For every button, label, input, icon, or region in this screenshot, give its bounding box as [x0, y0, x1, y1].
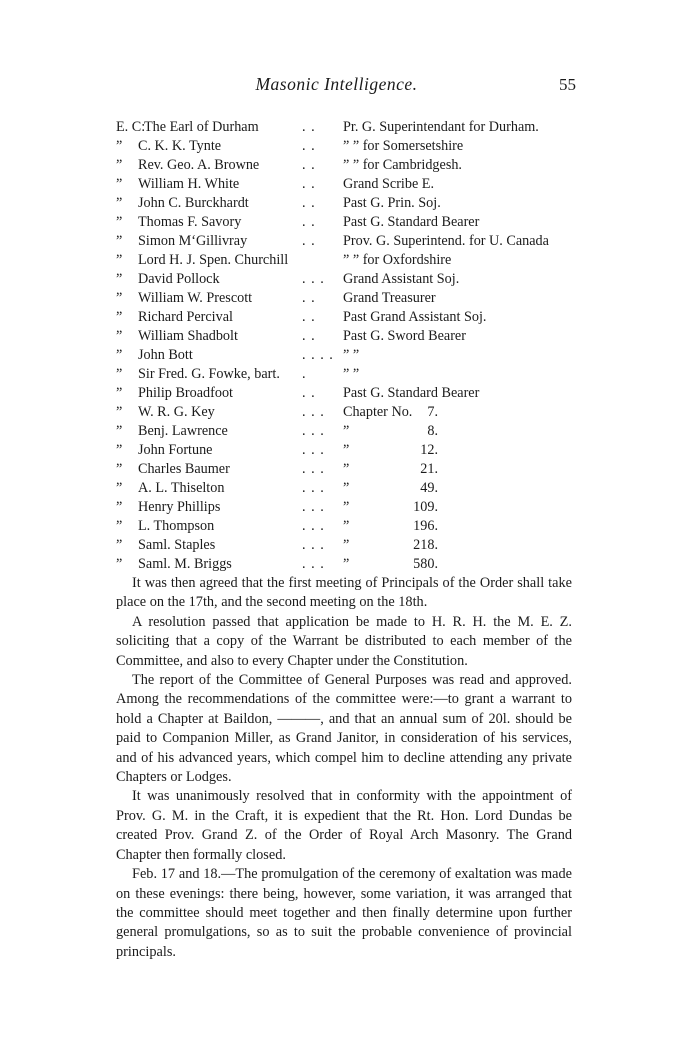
office-title: Past G. Standard Bearer — [343, 214, 480, 230]
office-title: ” ” — [343, 347, 360, 363]
member-name: Richard Percival — [138, 309, 233, 325]
office-title: ” — [343, 556, 350, 572]
list-item — [116, 460, 586, 479]
member-name: Simon M‘Gillivray — [138, 233, 248, 249]
list-item — [116, 156, 586, 175]
chapter-number: 196. — [413, 518, 438, 534]
member-name: Thomas F. Savory — [138, 214, 242, 230]
member-name: Saml. M. Briggs — [138, 556, 232, 572]
list-item — [116, 441, 586, 460]
office-title: ” ” for Somersetshire — [343, 138, 464, 154]
leader-dots: . . . — [302, 404, 325, 420]
list-item — [116, 479, 586, 498]
list-item — [116, 555, 586, 574]
list-item — [116, 327, 586, 346]
leader-dots: . . — [302, 119, 316, 135]
chapter-number: 580. — [413, 556, 438, 572]
chapter-number: 49. — [420, 480, 438, 496]
chapter-number: 21. — [420, 461, 438, 477]
member-name: Philip Broadfoot — [138, 385, 233, 401]
office-title: Past Grand Assistant Soj. — [343, 309, 487, 325]
member-name: Benj. Lawrence — [138, 423, 228, 439]
list-item — [116, 536, 586, 555]
list-prefix: ” — [116, 252, 123, 268]
member-name: William H. White — [138, 176, 240, 192]
list-prefix: ” — [116, 423, 123, 439]
list-item — [116, 308, 586, 327]
leader-dots: . . . — [302, 480, 325, 496]
leader-dots: . . — [302, 385, 316, 401]
office-title: Grand Scribe E. — [343, 176, 435, 192]
list-prefix: ” — [116, 328, 123, 344]
paragraph: It was unanimously resolved that in conformity with the appointment of Prov. G. M. in the Craft, it is expedient that the Rt. Hon. Lord Dundas be created Prov. Grand Z. of the Order of Royal Arch Masonry. The Grand Chapter then formally closed. — [116, 788, 572, 863]
page-header — [0, 74, 673, 96]
list-prefix: ” — [116, 518, 123, 534]
page-number: 55 — [559, 75, 576, 94]
office-title: Grand Treasurer — [343, 290, 436, 306]
list-item — [116, 365, 586, 384]
office-title: Past G. Sword Bearer — [343, 328, 466, 344]
list-item — [116, 213, 586, 232]
list-prefix: ” — [116, 347, 123, 363]
office-title: Chapter No. — [343, 404, 413, 420]
member-name: John Bott — [138, 347, 193, 363]
list-item — [116, 137, 586, 156]
leader-dots: . . — [302, 157, 316, 173]
paragraph: Feb. 17 and 18.—The promulgation of the ceremony of exaltation was made on these evenings: there being, however, some variation, it was arranged that the committee should meet together and then finally determine upon further general promulgations, so as to suit the probable convenience of provincial principals. — [116, 866, 572, 960]
leader-dots: . . — [302, 214, 316, 230]
list-item — [116, 422, 586, 441]
member-name: William Shadbolt — [138, 328, 238, 344]
office-title: ” — [343, 423, 350, 439]
list-prefix: ” — [116, 157, 123, 173]
member-name: Saml. Staples — [138, 537, 216, 553]
office-title: Prov. G. Superintend. for U. Canada — [343, 233, 549, 249]
leader-dots: . . — [302, 309, 316, 325]
list-prefix: ” — [116, 366, 123, 382]
office-title: Past G. Standard Bearer — [343, 385, 480, 401]
office-title: ” — [343, 537, 350, 553]
office-title: Pr. G. Superintendant for Durham. — [343, 119, 539, 135]
chapter-number: 109. — [413, 499, 438, 515]
chapter-number: 7. — [427, 404, 438, 420]
leader-dots: . . . — [302, 499, 325, 515]
list-prefix: ” — [116, 556, 123, 572]
list-prefix: ” — [116, 214, 123, 230]
chapter-number: 12. — [420, 442, 438, 458]
list-item — [116, 118, 586, 137]
leader-dots: . . . — [302, 271, 325, 287]
list-prefix: ” — [116, 233, 123, 249]
list-item — [116, 403, 586, 422]
list-prefix: ” — [116, 309, 123, 325]
list-prefix: E. C: — [116, 119, 146, 135]
member-name: W. R. G. Key — [138, 404, 215, 420]
paragraph: A resolution passed that application be made to H. R. H. the M. E. Z. soliciting that a copy of the Warrant be distributed to each member of the Committee, and also to every Chapter under the Constitution. — [116, 613, 572, 669]
member-name: William W. Prescott — [138, 290, 253, 306]
leader-dots: . . — [302, 195, 316, 211]
list-prefix: ” — [116, 461, 123, 477]
office-title: ” — [343, 518, 350, 534]
body-text — [116, 574, 572, 962]
office-title: ” ” for Oxfordshire — [343, 252, 452, 268]
office-title: ” — [343, 499, 350, 515]
leader-dots: . . — [302, 138, 316, 154]
member-name: Rev. Geo. A. Browne — [138, 157, 260, 173]
member-name: Sir Fred. G. Fowke, bart. — [138, 366, 280, 382]
leader-dots: . . . — [302, 423, 325, 439]
list-prefix: ” — [116, 537, 123, 553]
office-title: ” — [343, 461, 350, 477]
list-item — [116, 384, 586, 403]
member-name: David Pollock — [138, 271, 220, 287]
list-item — [116, 517, 586, 536]
member-name: John C. Burckhardt — [138, 195, 249, 211]
paragraph: The report of the Committee of General Purposes was read and approved. Among the recommendations of the committee were:—to grant a warrant to hold a Chapter at Baildon, ———, and that an annual sum of 20l. should be paid to Companion Miller, as Grand Janitor, in consideration of his services, and of his advanced years, which compel him to decline attending any private Chapters or Lodges. — [116, 672, 572, 786]
leader-dots: . . — [302, 176, 316, 192]
list-prefix: ” — [116, 442, 123, 458]
leader-dots: . . . . — [302, 347, 334, 363]
list-item — [116, 232, 586, 251]
member-name: Charles Baumer — [138, 461, 230, 477]
leader-dots: . . . — [302, 537, 325, 553]
office-title: ” — [343, 480, 350, 496]
list-item — [116, 175, 586, 194]
leader-dots: . . . — [302, 461, 325, 477]
list-prefix: ” — [116, 385, 123, 401]
leader-dots: . . . — [302, 518, 325, 534]
member-name: C. K. K. Tynte — [138, 138, 222, 154]
member-name: Lord H. J. Spen. Churchill — [138, 252, 289, 268]
leader-dots: . — [302, 366, 307, 382]
list-prefix: ” — [116, 138, 123, 154]
chapter-number: 218. — [413, 537, 438, 553]
list-prefix: ” — [116, 499, 123, 515]
chapter-number: 8. — [427, 423, 438, 439]
list-prefix: ” — [116, 176, 123, 192]
member-name: John Fortune — [138, 442, 213, 458]
office-title: ” — [343, 442, 350, 458]
paragraph: It was then agreed that the first meeting of Principals of the Order shall take place on the 17th, and the second meeting on the 18th. — [116, 575, 572, 611]
office-title: Past G. Prin. Soj. — [343, 195, 441, 211]
leader-dots: . . — [302, 290, 316, 306]
list-item — [116, 289, 586, 308]
office-title: Grand Assistant Soj. — [343, 271, 460, 287]
office-title: ” ” — [343, 366, 360, 382]
leader-dots: . . — [302, 328, 316, 344]
leader-dots: . . . — [302, 442, 325, 458]
list-prefix: ” — [116, 480, 123, 496]
running-title: Masonic Intelligence. — [255, 74, 418, 94]
officers-list — [116, 118, 586, 574]
list-item — [116, 346, 586, 365]
list-prefix: ” — [116, 271, 123, 287]
list-prefix: ” — [116, 404, 123, 420]
list-item — [116, 270, 586, 289]
list-prefix: ” — [116, 290, 123, 306]
member-name: L. Thompson — [138, 518, 215, 534]
list-item — [116, 498, 586, 517]
member-name: Henry Phillips — [138, 499, 221, 515]
leader-dots: . . — [302, 233, 316, 249]
member-name: A. L. Thiselton — [138, 480, 225, 496]
list-item — [116, 194, 586, 213]
office-title: ” ” for Cambridgesh. — [343, 157, 462, 173]
leader-dots: . . . — [302, 556, 325, 572]
list-prefix: ” — [116, 195, 123, 211]
member-name: The Earl of Durham — [144, 119, 259, 135]
list-item — [116, 251, 586, 270]
